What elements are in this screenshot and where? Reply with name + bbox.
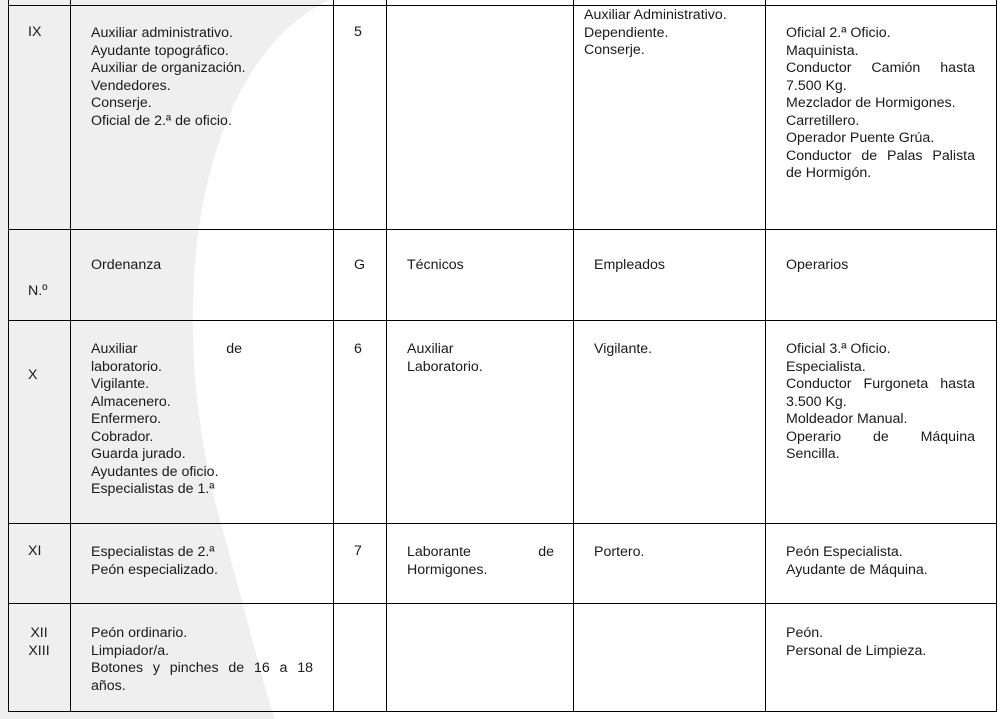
- nivel-cell: XII XIII: [28, 625, 50, 659]
- header-ordenanza: Ordenanza: [91, 257, 162, 273]
- header-grupo: G: [354, 257, 366, 273]
- nivel-cell: IX: [28, 24, 42, 40]
- tecnicos-cell: Auxiliar Laboratorio.: [407, 341, 483, 375]
- operarios-cell: Oficial 2.ª Oficio. Maquinista. Conductor Camión hasta 7.500 Kg. Mezclador de Hormigones. Carretillero. Operador Puente Grúa. Conductor de Palas Palista de Hormigón.: [786, 25, 975, 181]
- grupo-cell: 6: [354, 341, 362, 357]
- grupo-cell: 5: [354, 24, 362, 40]
- grupo-cell: 7: [354, 543, 362, 559]
- empleados-cell: Portero.: [594, 544, 645, 560]
- empleados-cell: Vigilante.: [594, 341, 653, 357]
- operarios-cell: Peón. Personal de Limpieza.: [786, 625, 927, 659]
- operarios-cell: Peón Especialista. Ayudante de Máquina.: [786, 544, 928, 578]
- ordenanza-cell: Peón ordinario. Limpiador/a. Botones y pinches de 16 a 18 años.: [91, 625, 313, 694]
- nivel-cell: XI: [28, 543, 42, 559]
- ordenanza-cell: Auxiliar administrativo. Ayudante topográfico. Auxiliar de organización. Vendedores. Conserje. Oficial de 2.ª de oficio.: [91, 25, 246, 129]
- ordenanza-cell: Auxiliar de laboratorio. Vigilante. Almacenero. Enfermero. Cobrador. Guarda jurado. Ayudantes de oficio. Especialistas de 1.ª: [91, 341, 242, 497]
- empleados-cell: Auxiliar Administrativo. Dependiente. Conserje.: [584, 7, 727, 58]
- operarios-cell: Oficial 3.ª Oficio. Especialista. Conductor Furgoneta hasta 3.500 Kg. Moldeador Manual. Operario de Máquina Sencilla.: [786, 341, 975, 462]
- header-nivel: N.º: [28, 283, 48, 299]
- header-operarios: Operarios: [786, 257, 849, 273]
- tecnicos-cell: Laborante de Hormigones.: [407, 544, 554, 578]
- nivel-cell: X: [28, 367, 38, 383]
- header-empleados: Empleados: [594, 257, 665, 273]
- ordenanza-cell: Especialistas de 2.ª Peón especializado.: [91, 544, 218, 578]
- header-tecnicos: Técnicos: [407, 257, 464, 273]
